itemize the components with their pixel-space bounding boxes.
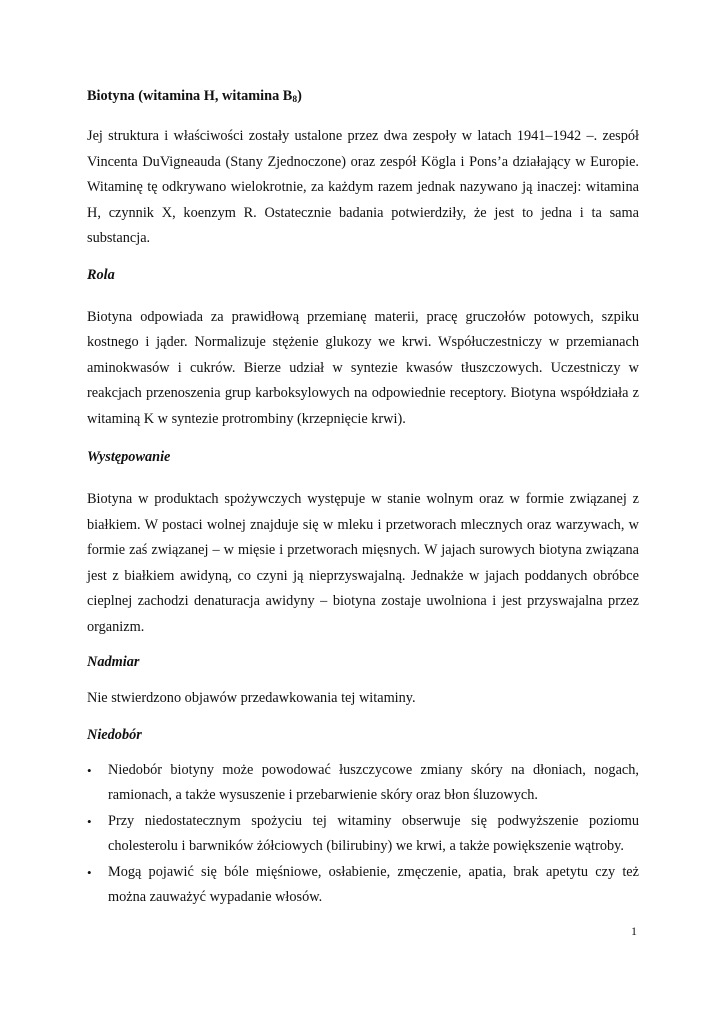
- section-heading-rola: Rola: [87, 266, 115, 283]
- list-item-text: Mogą pojawić się bóle mięśniowe, osłabienie, zmęczenie, apatia, brak apetytu czy też można zauważyć wypadanie włosów.: [108, 863, 639, 905]
- list-item: [87, 860, 639, 911]
- page-content: [87, 86, 639, 911]
- title-closing: ): [297, 88, 302, 104]
- section-heading-niedobor: Niedobór: [87, 726, 142, 743]
- list-item: [87, 809, 639, 860]
- page-number: 1: [631, 924, 637, 938]
- bullet-icon: •: [87, 762, 92, 778]
- bullet-icon: •: [87, 864, 92, 880]
- intro-paragraph: Jej struktura i właściwości zostały ustalone przez dwa zespoły w latach 1941–1942 –. zespół Vincenta DuVigneauda (Stany Zjednoczone) oraz zespół Kögla i Pons’a działający w Europie. Witaminę tę odkrywano wielokrotnie, za każdym razem jednak nazywano ją inaczej: witamina H, czynnik X, koenzym R. Ostatecznie badania potwierdziły, że jest to jedna i ta sama substancja.: [87, 128, 639, 246]
- section-paragraph-rola: Biotyna odpowiada za prawidłową przemianę materii, pracę gruczołów potowych, szpiku kostnego i jąder. Normalizuje stężenie glukozy we krwi. Współuczestniczy w przemianach aminokwasów i cukrów. Bierze udział w syntezie kwasów tłuszczowych. Uczestniczy w reakcjach przenoszenia grup karboksylowych na odpowiednie receptory. Biotyna współdziała z witaminą K w syntezie protrombiny (krzepnięcie krwi).: [87, 308, 639, 427]
- section-heading-nadmiar: Nadmiar: [87, 654, 140, 670]
- list-item-text: Przy niedostatecznym spożyciu tej witaminy obserwuje się podwyższenie poziomu cholesterolu i barwników żółciowych (bilirubiny) we krwi, a także powiększenie wątroby.: [108, 812, 639, 854]
- list-item-text: Niedobór biotyny może powodować łuszczycowe zmiany skóry na dłoniach, nogach, ramionach, a także wysuszenie i przebarwienie skóry oraz błon śluzowych.: [108, 761, 639, 803]
- title-subscript: 8: [292, 95, 298, 105]
- bullet-icon: •: [87, 813, 92, 829]
- document-title: [87, 86, 639, 110]
- section-heading-wystepowanie: Występowanie: [87, 449, 171, 465]
- title-text: Biotyna (witamina H, witamina B: [87, 88, 293, 104]
- section-paragraph-nadmiar: Nie stwierdzono objawów przedawkowania tej witaminy.: [87, 690, 416, 706]
- deficiency-list: [87, 758, 639, 911]
- list-item: [87, 758, 639, 809]
- section-paragraph-wystepowanie: Biotyna w produktach spożywczych występuje w stanie wolnym oraz w formie związanej z białkiem. W postaci wolnej znajduje się w mleku i przetworach mlecznych oraz warzywach, w formie zaś związanej – w mięsie i przetworach mięsnych. W jajach surowych biotyna związana jest z białkiem awidyną, co czyni ją nieprzyswajalną. Jednakże w jajach poddanych obróbce cieplnej zachodzi denaturacja awidyny – biotyna zostaje uwolniona i jest przyswajalna przez organizm.: [87, 491, 639, 635]
